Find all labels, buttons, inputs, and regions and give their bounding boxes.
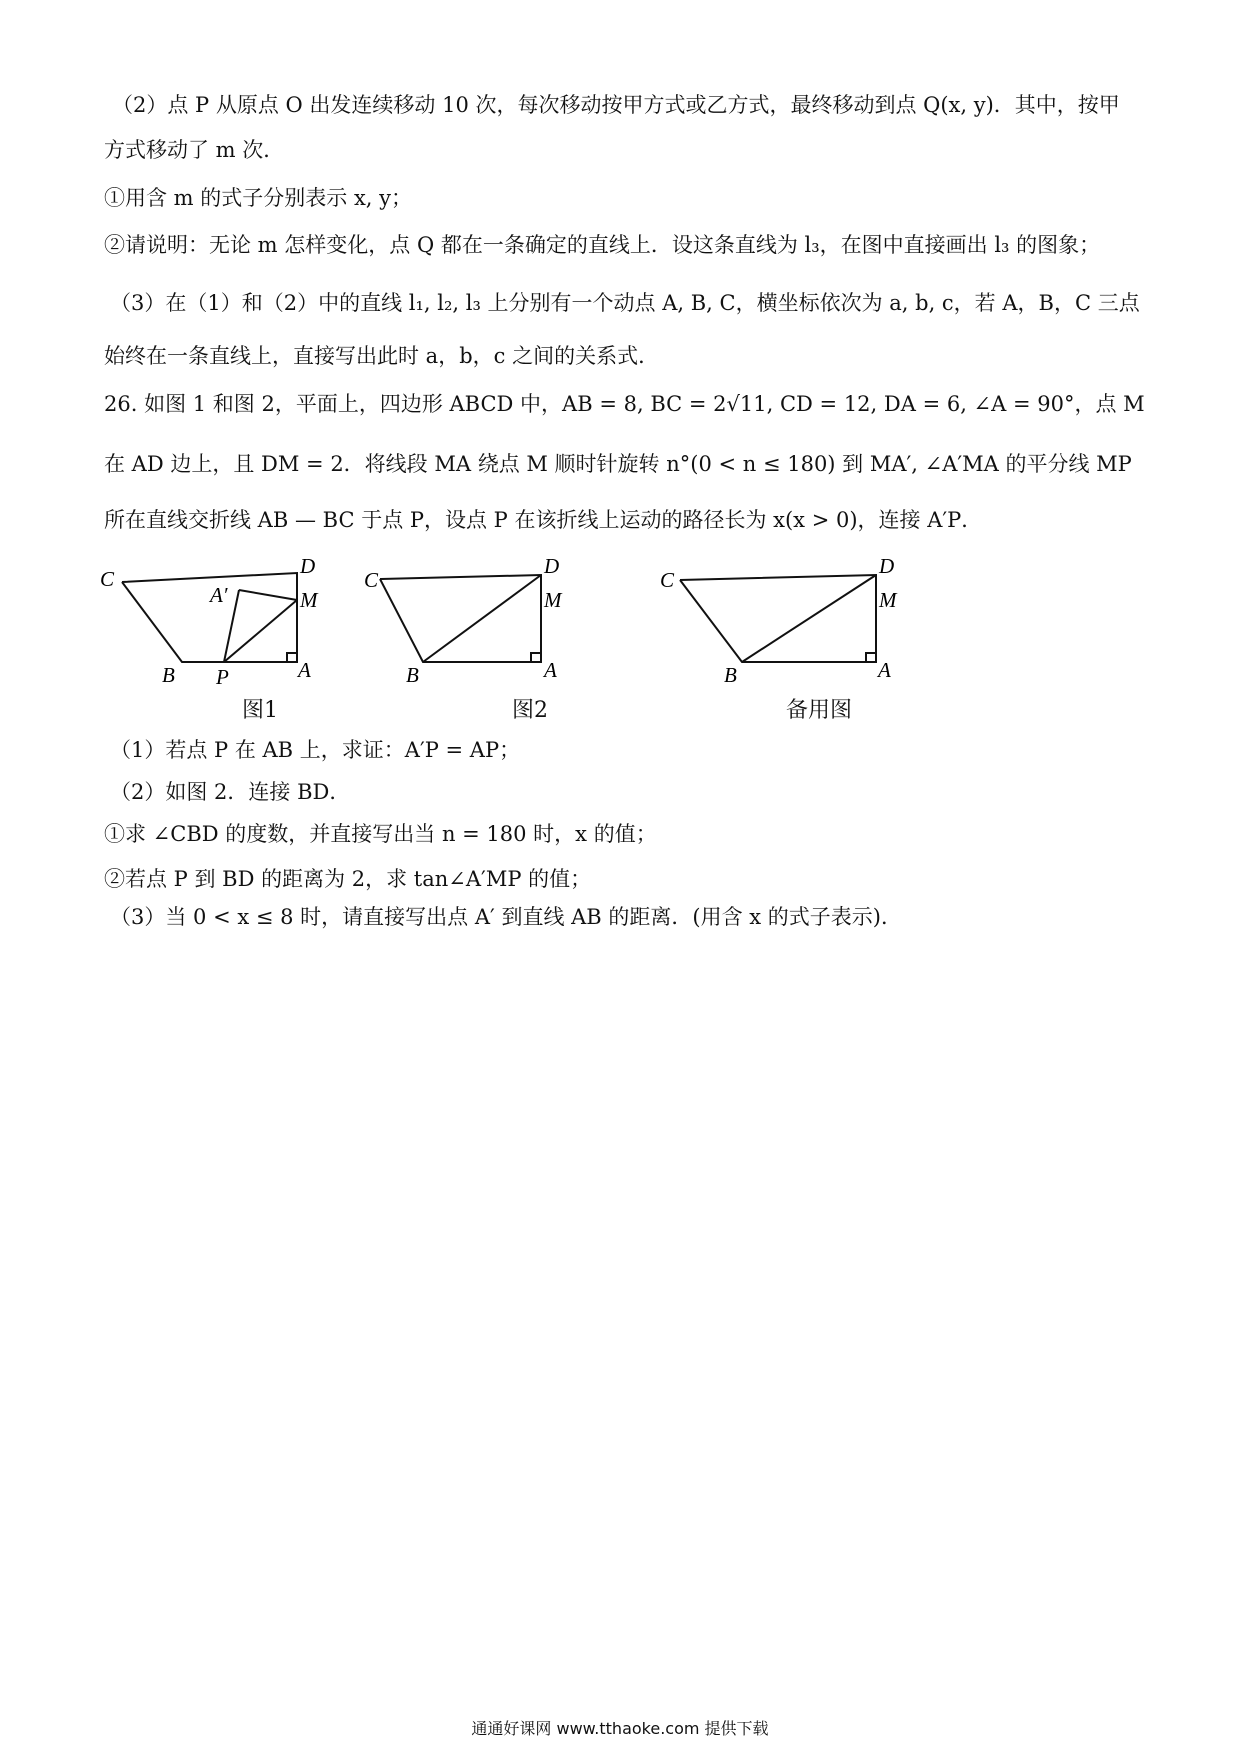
fig2-diagonal-bd	[423, 575, 541, 662]
fig1-caption: 图1	[242, 698, 278, 723]
q26-part2-sub2: ②若点 P 到 BD 的距离为 2，求 tan∠A′MP 的值；	[104, 867, 592, 891]
fig1-right-angle-mark	[287, 653, 297, 662]
fig2-label-a: A	[544, 658, 557, 682]
fig3-label-m: M	[879, 588, 897, 612]
fig2-caption: 图2	[512, 698, 548, 723]
fig1-label-p: P	[216, 665, 229, 689]
fig2-label-m: M	[544, 588, 562, 612]
q26-part3: （3）当 0 < x ≤ 8 时，请直接写出点 A′ 到直线 AB 的距离．(用含 x 的式子表示)．	[110, 905, 902, 929]
figure-1	[90, 554, 350, 700]
fig1-label-m: M	[300, 588, 318, 612]
q25-3-line1: （3）在（1）和（2）中的直线 l₁, l₂, l₃ 上分别有一个动点 A, B, C，横坐标依次为 a, b, c，若 A，B，C 三点	[110, 291, 1140, 315]
q25-2-sub2: ②请说明：无论 m 怎样变化，点 Q 都在一条确定的直线上．设这条直线为 l₃，在图中直接画出 l₃ 的图象；	[104, 233, 1101, 257]
fig2-quadrilateral	[380, 575, 541, 662]
q26-part1: （1）若点 P 在 AB 上，求证：A′P = AP；	[110, 738, 521, 762]
fig1-label-c: C	[100, 567, 115, 591]
fig2-label-b: B	[406, 663, 419, 687]
fig3-label-b: B	[724, 663, 737, 687]
fig1-label-a-prime: A′	[210, 583, 228, 607]
fig1-segment-a-prime-m	[239, 590, 297, 600]
figure-spare	[660, 554, 920, 700]
figure-2	[364, 554, 640, 700]
q25-2-line1: （2）点 P 从原点 O 出发连续移动 10 次，每次移动按甲方式或乙方式，最终移动到点 Q(x, y)．其中，按甲	[112, 93, 1120, 117]
q26-part2-sub1: ①求 ∠CBD 的度数，并直接写出当 n = 180 时，x 的值；	[104, 822, 657, 846]
q25-3-line2: 始终在一条直线上，直接写出此时 a，b，c 之间的关系式．	[104, 344, 660, 368]
q25-2-line2: 方式移动了 m 次．	[104, 138, 285, 162]
fig3-label-a: A	[878, 658, 891, 682]
page-footer: 通通好课网 www.tthaoke.com 提供下载	[471, 1719, 769, 1738]
fig2-right-angle-mark	[531, 653, 541, 662]
q25-2-sub1: ①用含 m 的式子分别表示 x, y；	[104, 186, 412, 210]
q26-stem-line1: 26. 如图 1 和图 2，平面上，四边形 ABCD 中，AB = 8, BC = 2√11, CD = 12, DA = 6, ∠A = 90°，点 M	[104, 392, 1145, 416]
fig1-label-a: A	[298, 658, 311, 682]
fig3-quadrilateral	[680, 575, 876, 662]
fig2-label-d: D	[544, 554, 560, 578]
q26-part2: （2）如图 2．连接 BD．	[110, 780, 351, 804]
fig3-label-d: D	[879, 554, 895, 578]
q26-stem-line3: 所在直线交折线 AB — BC 于点 P，设点 P 在该折线上运动的路径长为 x(x > 0)，连接 A′P．	[104, 508, 983, 532]
fig3-caption: 备用图	[786, 698, 853, 723]
fig3-right-angle-mark	[866, 653, 876, 662]
fig2-label-c: C	[364, 568, 379, 592]
fig3-diagonal-bd	[742, 575, 876, 662]
fig1-label-b: B	[162, 663, 175, 687]
fig1-label-d: D	[300, 554, 316, 578]
q26-stem-line2: 在 AD 边上，且 DM = 2．将线段 MA 绕点 M 顺时针旋转 n°(0 < n ≤ 180) 到 MA′, ∠A′MA 的平分线 MP	[104, 452, 1132, 476]
fig3-label-c: C	[660, 568, 675, 592]
